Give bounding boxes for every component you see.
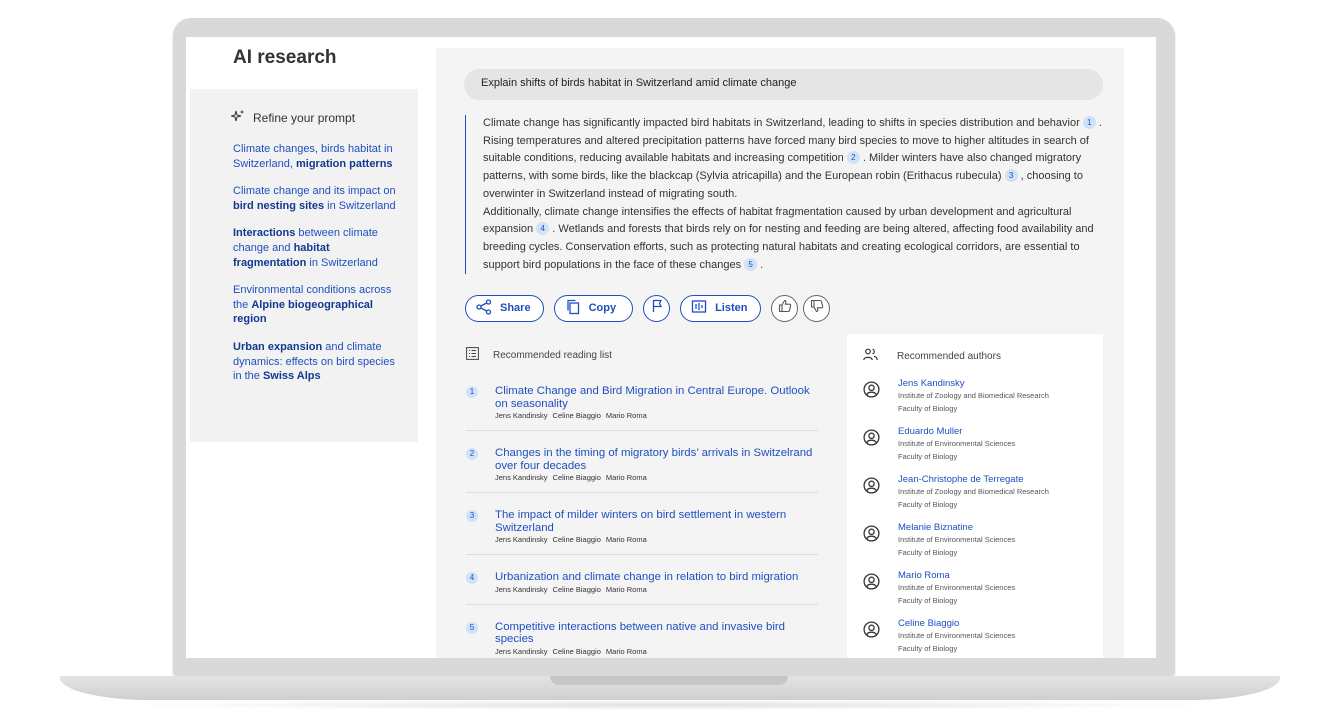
answer-actions: [465, 294, 835, 322]
thumbs-down-button[interactable]: [803, 295, 830, 322]
refine-suggestion-link[interactable]: [233, 142, 398, 171]
main-content: [436, 48, 1124, 658]
author-institute: Institute of Zoology and Biomedical Research: [898, 391, 1049, 400]
answer-text-segment: Climate change has significantly impacted bird habitats in Switzerland, leading to shifts in species distribution and behavior: [483, 117, 1083, 129]
answer-text-segment: . Rising temperatures and altered precipitation patterns have forced many bird species to move to higher altitudes in search of suitable conditions, reducing available habitats and increasing competition: [483, 117, 1102, 165]
suggestion-keyword: migration patterns: [295, 157, 393, 170]
authors-panel: [847, 334, 1103, 658]
suggestion-keyword: Alpine biogeographical region: [233, 298, 373, 326]
reading-item-author: Mario Roma: [605, 473, 647, 482]
person-icon: [863, 426, 898, 463]
reading-item-author: Jens Kandinsky: [495, 411, 548, 420]
answer-text-segment: . Wetlands and forests that birds rely on for nesting and feeding are being altered, affecting food availability and breeding cycles. Conservation efforts, such as protecting natural habitats and creating ecological corridors, are essential to support bird populations in the face of these changes: [483, 223, 1094, 271]
reading-item-authors: [495, 473, 818, 482]
reading-item-author: Jens Kandinsky: [495, 584, 548, 594]
author-institute: Institute of Environmental Sciences: [898, 583, 1016, 592]
person-icon: [863, 474, 898, 511]
answer-text: [465, 115, 1105, 274]
refine-suggestion-link[interactable]: [233, 184, 398, 213]
refine-panel: [190, 89, 418, 442]
author-item: [863, 426, 1103, 463]
person-icon: [863, 570, 898, 607]
listen-button[interactable]: [680, 295, 761, 322]
reading-item-number: 4: [466, 572, 478, 584]
listen-icon: [691, 299, 715, 318]
reading-item-title-link[interactable]: Urbanization and climate change in relation to bird migration: [495, 571, 799, 583]
reading-items: [466, 385, 818, 658]
author-faculty: Faculty of Biology: [898, 595, 958, 605]
sparkle-icon: [231, 109, 253, 126]
author-name-link[interactable]: Jens Kandinsky: [898, 378, 965, 389]
author-institute: Institute of Environmental Sciences: [898, 631, 1016, 640]
author-name-link[interactable]: Mario Roma: [898, 570, 950, 581]
reading-item-author: Celine Biaggio: [552, 584, 601, 594]
author-body: [898, 618, 1015, 655]
suggestion-text: Climate changes, birds habitat in Switzerland,: [233, 143, 393, 170]
copy-icon: [565, 299, 589, 318]
reading-item-author: Celine Biaggio: [552, 535, 601, 544]
reading-list-item: [466, 447, 818, 493]
reading-item-author: Jens Kandinsky: [495, 473, 548, 482]
reading-item-body: [495, 509, 818, 544]
author-faculty: Faculty of Biology: [898, 547, 958, 557]
app-screen: [186, 37, 1156, 658]
reading-item-title-link[interactable]: The impact of milder winters on bird settlement in western Switzerland: [495, 509, 787, 534]
answer-text-segment: Additionally, climate change intensifies the effects of habitat fragmentation caused by urban development and agricultural expansion: [483, 205, 1072, 236]
author-faculty: Faculty of Biology: [898, 499, 958, 509]
suggestion-keyword: habitat fragmentation: [233, 241, 330, 269]
author-body: [898, 570, 1015, 607]
reading-item-number: 1: [466, 386, 478, 398]
citation-badge[interactable]: 1: [1083, 116, 1096, 129]
reading-list-item: [466, 571, 818, 605]
author-item: [863, 474, 1103, 511]
reading-item-number: 3: [466, 510, 478, 522]
people-icon: [863, 348, 897, 364]
copy-label: Copy: [588, 302, 617, 314]
reading-item-author: Mario Roma: [605, 535, 647, 544]
suggestion-text: in Switzerland: [306, 256, 378, 269]
author-name-link[interactable]: Melanie Biznatine: [898, 522, 973, 533]
suggestion-text: and climate dynamics: effects on bird species in the: [233, 340, 395, 383]
authors-heading-label: Recommended authors: [897, 350, 1001, 362]
reading-list-item: [466, 509, 818, 555]
thumbs-down-icon: [810, 299, 824, 318]
author-items: [863, 378, 1103, 655]
citation-badge[interactable]: 4: [536, 222, 549, 235]
answer-text-segment: , choosing to overwinter in Switzerland instead of migrating south.: [483, 170, 1083, 200]
author-name-link[interactable]: Eduardo Muller: [898, 426, 963, 437]
reading-item-number: 2: [466, 448, 478, 460]
flag-icon: [650, 299, 664, 318]
list-icon: [466, 347, 493, 363]
reading-item-body: [495, 385, 818, 420]
author-faculty: Faculty of Biology: [898, 451, 958, 461]
reading-item-author: Mario Roma: [605, 584, 647, 594]
refine-suggestion-link[interactable]: [233, 340, 398, 384]
reading-item-authors: [495, 411, 818, 420]
query-bar[interactable]: Explain shifts of birds habitat in Switzerland amid climate change: [464, 69, 1103, 100]
citation-badge[interactable]: 3: [1005, 169, 1018, 182]
reading-list-item: [466, 621, 818, 659]
reading-list-heading: [466, 347, 818, 363]
reading-item-authors: [495, 647, 818, 656]
author-item: [863, 522, 1103, 559]
flag-button[interactable]: [643, 295, 670, 322]
author-institute: Institute of Environmental Sciences: [898, 439, 1016, 448]
refine-suggestion-link[interactable]: [233, 283, 398, 327]
author-body: [898, 474, 1049, 511]
author-item: [863, 378, 1103, 415]
reading-item-authors: [495, 535, 818, 544]
reading-item-title-link[interactable]: Changes in the timing of migratory birds’ arrivals in Switzelrand over four decades: [495, 447, 813, 472]
suggestion-text: in Switzerland: [324, 199, 396, 212]
thumbs-up-button[interactable]: [771, 295, 798, 322]
person-icon: [863, 378, 898, 415]
author-body: [898, 426, 1015, 463]
author-name-link[interactable]: Jean-Christophe de Terregate: [898, 474, 1024, 485]
answer-text-segment: . Milder winters have also changed migratory patterns, with some birds, like the blackcap (Sylvia atricapilla) and the European robin (Erithacus rubecula): [483, 152, 1082, 183]
laptop-shadow: [110, 700, 1230, 710]
author-body: [898, 378, 1049, 415]
reading-item-title-link[interactable]: Competitive interactions between native and invasive bird species: [495, 620, 785, 645]
author-faculty: Faculty of Biology: [898, 403, 958, 413]
authors-heading: [863, 348, 1103, 364]
person-icon: [863, 522, 898, 559]
reading-item-body: [495, 571, 798, 594]
refine-suggestion-link[interactable]: [233, 226, 398, 270]
reading-item-author: Jens Kandinsky: [495, 535, 548, 544]
reading-item-number: 5: [466, 622, 478, 634]
reading-item-author: Mario Roma: [605, 646, 647, 656]
refine-heading-label: Refine your prompt: [253, 110, 356, 125]
reading-item-author: Celine Biaggio: [552, 411, 601, 420]
author-faculty: Faculty of Biology: [898, 643, 958, 653]
reading-item-author: Mario Roma: [605, 411, 647, 420]
suggestion-text: Environmental conditions across the: [233, 284, 392, 311]
author-item: [863, 570, 1103, 607]
reading-item-authors: [495, 585, 798, 594]
reading-list-label: Recommended reading list: [493, 349, 612, 361]
suggestion-text: Climate change and its impact on: [233, 185, 396, 198]
reading-item-body: [495, 621, 818, 656]
author-name-link[interactable]: Celine Biaggio: [898, 618, 960, 629]
reading-item-body: [495, 447, 818, 482]
author-institute: Institute of Zoology and Biomedical Research: [898, 487, 1049, 496]
copy-button[interactable]: [554, 295, 634, 322]
share-icon: [476, 299, 500, 318]
author-item: [863, 618, 1103, 655]
reading-item-author: Celine Biaggio: [552, 473, 601, 482]
laptop-notch: [550, 676, 788, 685]
author-body: [898, 522, 1015, 559]
refine-heading: [231, 109, 402, 126]
reading-list: [466, 347, 818, 658]
reading-list-item: [466, 385, 818, 431]
citation-badge[interactable]: 5: [744, 258, 757, 271]
suggestion-keyword: bird nesting sites: [233, 199, 325, 212]
answer-paragraph: [483, 204, 1105, 275]
suggestion-text: between climate change and: [233, 227, 378, 254]
reading-item-title-link[interactable]: Climate Change and Bird Migration in Central Europe. Outlook on seasonality: [495, 385, 810, 410]
app-title: AI research: [233, 47, 337, 68]
reading-item-author: Jens Kandinsky: [495, 646, 548, 656]
reading-item-author: Celine Biaggio: [552, 646, 601, 656]
suggestion-keyword: Swiss Alps: [262, 370, 321, 383]
author-institute: Institute of Environmental Sciences: [898, 535, 1016, 544]
listen-label: Listen: [715, 302, 748, 314]
person-icon: [863, 618, 898, 655]
answer-paragraph: [483, 115, 1105, 204]
share-button[interactable]: [465, 295, 544, 322]
share-label: Share: [500, 302, 531, 314]
suggestion-keyword: Interactions: [233, 227, 296, 240]
citation-badge[interactable]: 2: [847, 151, 860, 164]
suggestion-keyword: Urban expansion: [233, 340, 323, 353]
thumbs-up-icon: [778, 299, 792, 318]
suggestion-list: [233, 142, 402, 384]
answer-text-segment: .: [757, 258, 764, 271]
